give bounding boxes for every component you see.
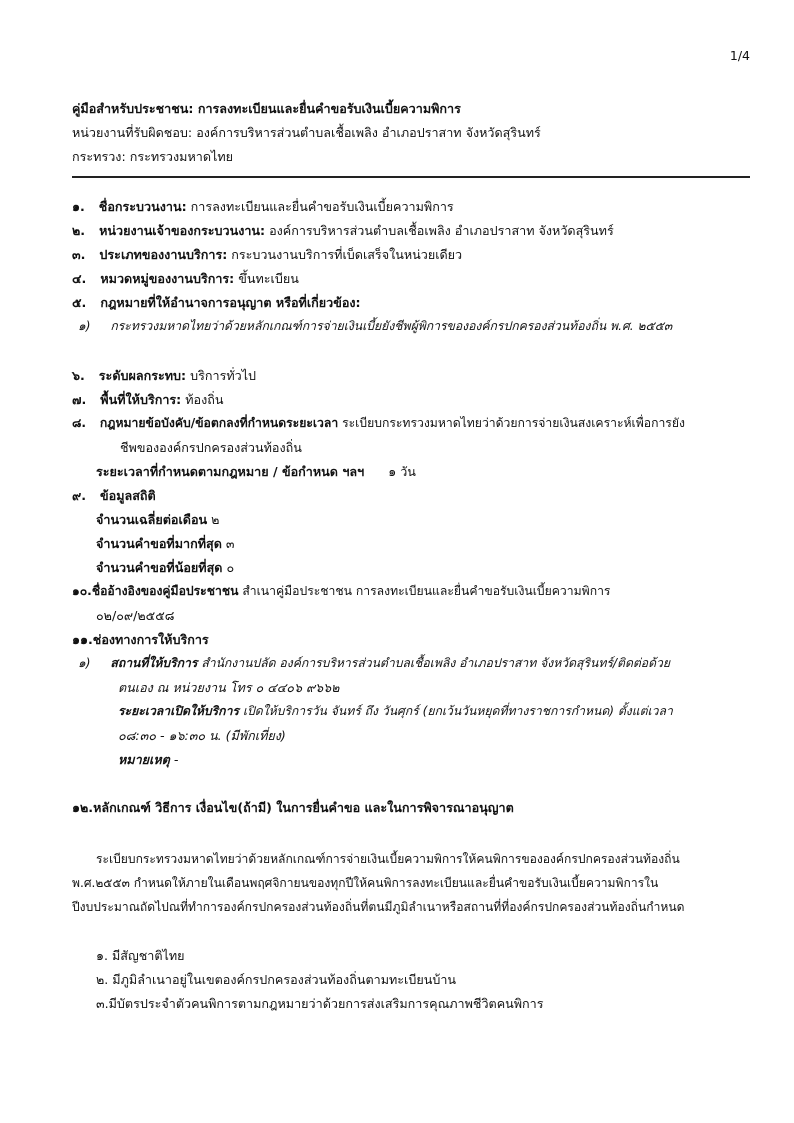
document-title: คู่มือสำหรับประชาชน: การลงทะเบียนและยื่นคำขอรับเงินเบี้ยความพิการ xyxy=(72,101,461,116)
section-number: ๓. xyxy=(72,247,86,262)
stat-label: จำนวนคำขอที่มากที่สุด xyxy=(96,536,222,551)
agency-line xyxy=(72,125,541,140)
section-4 xyxy=(72,271,299,286)
section-number: ๒. xyxy=(72,223,86,238)
section-value: ขึ้นทะเบียน xyxy=(238,271,299,286)
criteria-paragraph-line-2: พ.ศ.๒๕๕๓ กำหนดให้ภายในเดือนพฤศจิกายนของทุกปีให้คนพิการลงทะเบียนและยื่นคำขอรับเงินเบี้ยความพิการใน xyxy=(72,876,659,890)
section-value: ระเบียบกระทรวงมหาดไทยว่าด้วยการจ่ายเงินสงเคราะห์เพื่อการยัง xyxy=(342,416,685,430)
section-label: หลักเกณฑ์ วิธีการ เงื่อนไข(ถ้ามี) ในการยื่นคำขอ และในการพิจารณาอนุญาต xyxy=(93,800,514,815)
section-7 xyxy=(72,392,223,407)
channel-hours-continuation: ๐๘:๓๐ - ๑๖:๓๐ น. (มีพักเที่ยง) xyxy=(118,728,286,743)
section-label: กฎหมายข้อบังคับ/ข้อตกลงที่กำหนดระยะเวลา xyxy=(99,416,339,430)
stat-value: ๒ xyxy=(211,512,220,527)
channel-hours-value: เปิดให้บริการวัน จันทร์ ถึง วันศุกร์ (ยกเว้นวันหยุดที่ทางราชการกำหนด) ตั้งแต่เวลา xyxy=(242,704,673,718)
section-label: ข้อมูลสถิติ xyxy=(100,488,156,503)
stat-value: ๓ xyxy=(225,536,235,551)
section-5 xyxy=(72,295,361,310)
section-1 xyxy=(72,199,454,214)
channel-place-label: สถานที่ให้บริการ xyxy=(110,656,198,670)
section-label: ระดับผลกระทบ: xyxy=(98,368,187,383)
section-label: ประเภทของงานบริการ: xyxy=(99,247,228,262)
channel-hours-label: ระยะเวลาเปิดให้บริการ xyxy=(118,704,239,718)
period-value: ๑ วัน xyxy=(388,464,416,479)
condition-item: ๒. มีภูมิลำเนาอยู่ในเขตองค์กรปกครองส่วนท้องถิ่นตามทะเบียนบ้าน xyxy=(96,972,457,987)
condition-item: ๓.มีบัตรประจำตัวคนพิการตามกฎหมายว่าด้วยการส่งเสริมการคุณภาพชีวิตคนพิการ xyxy=(96,996,544,1011)
section-number: ๗. xyxy=(72,392,87,407)
channel-hours xyxy=(118,704,673,719)
agency-value: องค์การบริหารส่วนตำบลเชื้อเพลิง อำเภอปราสาท จังหวัดสุรินทร์ xyxy=(196,125,541,140)
section-10 xyxy=(72,584,610,599)
ministry-line xyxy=(72,149,233,164)
channel-note-value: - xyxy=(173,752,179,767)
section-value: กระบวนงานบริการที่เบ็ดเสร็จในหน่วยเดียว xyxy=(231,247,463,262)
ministry-value: กระทรวงมหาดไทย xyxy=(129,149,234,164)
stat-average xyxy=(96,512,219,527)
section-label: ชื่อกระบวนงาน: xyxy=(98,199,187,214)
section-number: ๑๒. xyxy=(72,800,94,815)
section-3 xyxy=(72,247,462,262)
channel-number: ๑) xyxy=(78,656,91,670)
stat-value: ๐ xyxy=(226,560,235,575)
section-number: ๙. xyxy=(72,488,87,503)
section-10-date: ๐๒/๐๙/๒๕๕๘ xyxy=(96,608,175,623)
section-12 xyxy=(72,800,514,815)
page-number: 1/4 xyxy=(729,48,750,63)
section-number: ๔. xyxy=(72,271,87,286)
section-value: องค์การบริหารส่วนตำบลเชื้อเพลิง อำเภอปราสาท จังหวัดสุรินทร์ xyxy=(269,223,614,238)
section-number: ๖. xyxy=(72,368,85,383)
condition-item: ๑. มีสัญชาติไทย xyxy=(96,948,185,963)
section-label: หมวดหมู่ของงานบริการ: xyxy=(100,271,235,286)
channel-place-value: สำนักงานปลัด องค์การบริหารส่วนตำบลเชื้อเพลิง อำเภอปราสาท จังหวัดสุรินทร์/ติดต่อด้วย xyxy=(201,656,670,670)
section-number: ๘. xyxy=(72,416,87,430)
criteria-paragraph-line-1: ระเบียบกระทรวงมหาดไทยว่าด้วยหลักเกณฑ์การจ่ายเงินเบี้ยความพิการให้คนพิการขององค์กรปกครองส่วนท้องถิ่น xyxy=(96,852,680,866)
section-8-continuation: ชีพขององค์กรปกครองส่วนท้องถิ่น xyxy=(120,440,302,455)
section-number: ๑๑. xyxy=(72,632,93,647)
stat-min xyxy=(96,560,234,575)
section-value: การลงทะเบียนและยื่นคำขอรับเงินเบี้ยความพิการ xyxy=(190,199,454,214)
section-label: ชื่ออ้างอิงของคู่มือประชาชน xyxy=(91,584,239,598)
channel-place xyxy=(78,656,670,671)
period-label: ระยะเวลาที่กำหนดตามกฎหมาย / ข้อกำหนด ฯลฯ xyxy=(96,464,365,479)
section-label: พื้นที่ให้บริการ: xyxy=(100,392,182,407)
criteria-paragraph-line-3: ปีงบประมาณถัดไปณที่ทำการองค์กรปกครองส่วนท้องถิ่นที่ตนมีภูมิลำเนาหรือสถานที่ที่องค์กรปกครองส่วนท้องถิ่นกำหนด xyxy=(72,900,685,914)
section-number: ๑. xyxy=(72,199,85,214)
section-value: บริการทั่วไป xyxy=(190,368,257,383)
section-9 xyxy=(72,488,156,503)
channel-note-label: หมายเหตุ xyxy=(118,752,170,767)
channel-place-continuation: ตนเอง ณ หน่วยงาน โทร ๐ ๔๔๐๖ ๙๖๖๒ xyxy=(118,680,340,695)
section-11 xyxy=(72,632,209,647)
agency-label: หน่วยงานที่รับผิดชอบ: xyxy=(72,125,193,140)
channel-note xyxy=(118,752,178,767)
section-value: ท้องถิ่น xyxy=(185,392,224,407)
ministry-label: กระทรวง: xyxy=(72,149,126,164)
section-value: สำเนาคู่มือประชาชน การลงทะเบียนและยื่นคำขอรับเงินเบี้ยความพิการ xyxy=(242,584,611,598)
section-label: กฎหมายที่ให้อำนาจการอนุญาต หรือที่เกี่ยวข้อง: xyxy=(100,295,361,310)
law-item-text: กระทรวงมหาดไทยว่าด้วยหลักเกณฑ์การจ่ายเงินเบี้ยยังชีพผู้พิการขององค์กรปกครองส่วนท้องถิ่น พ.ศ. ๒๕๕๓ xyxy=(110,319,673,333)
section-number: ๕. xyxy=(72,295,87,310)
section-label: ช่องทางการให้บริการ xyxy=(92,632,209,647)
law-item-number: ๑) xyxy=(78,319,91,333)
law-item xyxy=(78,319,672,334)
period-line xyxy=(96,464,416,479)
section-8 xyxy=(72,416,685,431)
section-number: ๑๐. xyxy=(72,584,92,598)
stat-label: จำนวนคำขอที่น้อยที่สุด xyxy=(96,560,223,575)
section-2 xyxy=(72,223,614,238)
header-divider xyxy=(72,176,750,178)
stat-label: จำนวนเฉลี่ยต่อเดือน xyxy=(96,512,208,527)
section-label: หน่วยงานเจ้าของกระบวนงาน: xyxy=(99,223,266,238)
section-6 xyxy=(72,368,256,383)
stat-max xyxy=(96,536,235,551)
